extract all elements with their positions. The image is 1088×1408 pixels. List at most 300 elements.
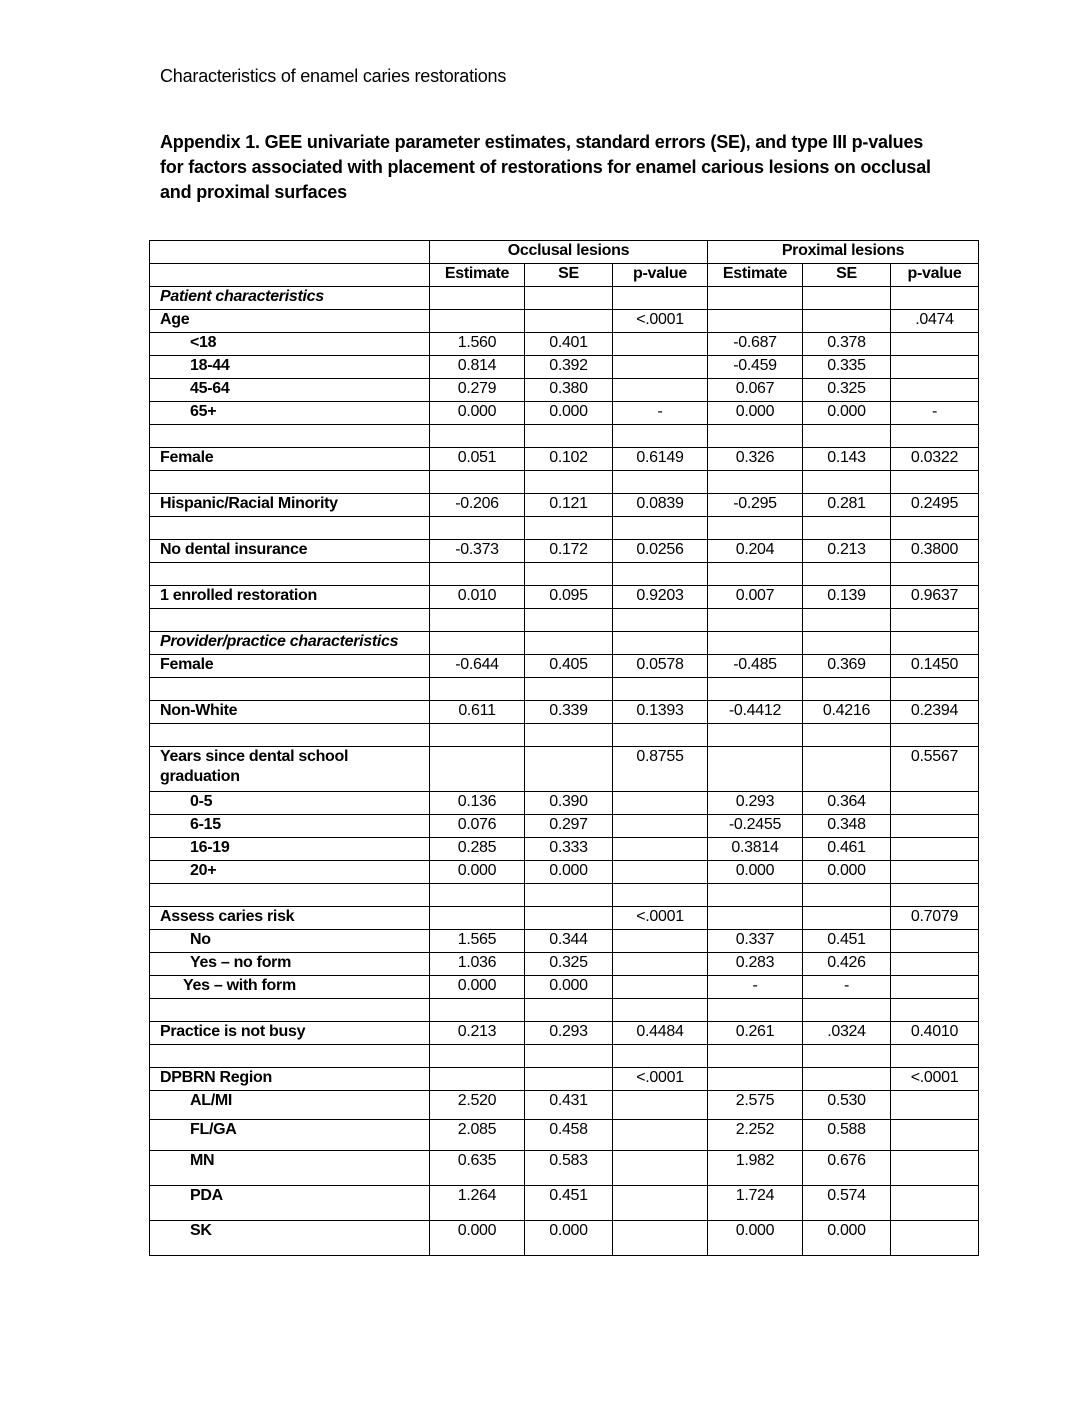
value-cell: 0.143 — [803, 448, 891, 471]
value-cell — [613, 999, 708, 1022]
value-cell: 0.172 — [525, 540, 613, 563]
value-cell — [525, 678, 613, 701]
value-cell: 0.611 — [430, 701, 525, 724]
value-cell: 0.000 — [708, 861, 803, 884]
value-cell: .0474 — [891, 310, 979, 333]
row-label: AL/MI — [150, 1091, 430, 1120]
value-cell — [708, 884, 803, 907]
value-cell: 0.076 — [430, 815, 525, 838]
value-cell: 0.335 — [803, 356, 891, 379]
value-cell: 0.0256 — [613, 540, 708, 563]
value-cell — [891, 724, 979, 747]
value-cell — [803, 425, 891, 448]
table-row — [150, 333, 979, 356]
value-cell: - — [891, 402, 979, 425]
value-cell: 0.4484 — [613, 1022, 708, 1045]
row-label — [150, 471, 430, 494]
value-cell — [613, 517, 708, 540]
value-cell — [891, 930, 979, 953]
value-cell: 0.530 — [803, 1091, 891, 1120]
value-cell: 0.4010 — [891, 1022, 979, 1045]
value-cell: 0.000 — [708, 402, 803, 425]
value-cell — [803, 724, 891, 747]
value-cell: 2.520 — [430, 1091, 525, 1120]
value-cell: 0.635 — [430, 1151, 525, 1186]
header-proximal-lesions: Proximal lesions — [708, 241, 979, 264]
value-cell — [803, 747, 891, 792]
value-cell: <.0001 — [613, 310, 708, 333]
value-cell — [430, 724, 525, 747]
value-cell: 0.588 — [803, 1120, 891, 1151]
value-cell — [525, 287, 613, 310]
value-cell — [525, 1045, 613, 1068]
value-cell: 0.139 — [803, 586, 891, 609]
value-cell: 0.326 — [708, 448, 803, 471]
value-cell: 0.344 — [525, 930, 613, 953]
value-cell: 2.575 — [708, 1091, 803, 1120]
value-cell — [613, 609, 708, 632]
value-cell — [430, 471, 525, 494]
value-cell — [613, 471, 708, 494]
value-cell: 1.036 — [430, 953, 525, 976]
value-cell — [613, 838, 708, 861]
value-cell — [613, 1186, 708, 1221]
value-cell: 0.000 — [430, 976, 525, 999]
value-cell — [891, 356, 979, 379]
table-row — [150, 1221, 979, 1256]
value-cell: -0.687 — [708, 333, 803, 356]
row-label: Non-White — [150, 701, 430, 724]
table-row — [150, 976, 979, 999]
value-cell — [891, 1091, 979, 1120]
value-cell — [708, 287, 803, 310]
value-cell — [708, 1045, 803, 1068]
value-cell — [708, 1068, 803, 1091]
row-label: <18 — [150, 333, 430, 356]
value-cell — [525, 609, 613, 632]
value-cell: 0.676 — [803, 1151, 891, 1186]
table-body — [150, 287, 979, 1256]
value-cell: 0.325 — [525, 953, 613, 976]
value-cell — [525, 632, 613, 655]
row-label — [150, 678, 430, 701]
table-row — [150, 632, 979, 655]
value-cell: 0.337 — [708, 930, 803, 953]
spacer-row — [150, 1045, 979, 1068]
group-header-row — [150, 241, 979, 264]
value-cell — [430, 425, 525, 448]
value-cell: -0.644 — [430, 655, 525, 678]
value-cell — [430, 632, 525, 655]
value-cell — [708, 609, 803, 632]
value-cell: 1.264 — [430, 1186, 525, 1221]
value-cell: 0.007 — [708, 586, 803, 609]
value-cell: 0.000 — [430, 861, 525, 884]
table-row — [150, 494, 979, 517]
value-cell — [525, 563, 613, 586]
value-cell — [803, 609, 891, 632]
spacer-row — [150, 517, 979, 540]
value-cell — [430, 999, 525, 1022]
value-cell: 0.095 — [525, 586, 613, 609]
value-cell: 0.0578 — [613, 655, 708, 678]
value-cell — [891, 425, 979, 448]
header-blank — [150, 241, 430, 264]
value-cell — [708, 517, 803, 540]
row-label: No — [150, 930, 430, 953]
value-cell — [708, 310, 803, 333]
value-cell: 1.565 — [430, 930, 525, 953]
value-cell: 0.279 — [430, 379, 525, 402]
value-cell — [891, 1186, 979, 1221]
value-cell — [803, 287, 891, 310]
value-cell — [891, 953, 979, 976]
value-cell: 0.000 — [803, 1221, 891, 1256]
row-label: Provider/practice characteristics — [150, 632, 430, 655]
value-cell — [613, 632, 708, 655]
value-cell: 0.3800 — [891, 540, 979, 563]
value-cell: 0.6149 — [613, 448, 708, 471]
value-cell: 0.067 — [708, 379, 803, 402]
value-cell — [803, 471, 891, 494]
value-cell — [430, 563, 525, 586]
value-cell: 0.325 — [803, 379, 891, 402]
table-row — [150, 655, 979, 678]
row-label — [150, 1045, 430, 1068]
value-cell: - — [708, 976, 803, 999]
value-cell: 0.000 — [525, 976, 613, 999]
table-row — [150, 287, 979, 310]
value-cell: 0.583 — [525, 1151, 613, 1186]
value-cell: -0.2455 — [708, 815, 803, 838]
value-cell — [613, 930, 708, 953]
value-cell — [613, 815, 708, 838]
value-cell: 0.000 — [803, 402, 891, 425]
value-cell — [891, 999, 979, 1022]
value-cell: 0.405 — [525, 655, 613, 678]
row-label: Yes – no form — [150, 953, 430, 976]
value-cell: 0.213 — [430, 1022, 525, 1045]
table-row — [150, 861, 979, 884]
value-cell — [613, 563, 708, 586]
value-cell: 0.4216 — [803, 701, 891, 724]
value-cell — [613, 1120, 708, 1151]
row-label: 6-15 — [150, 815, 430, 838]
value-cell — [803, 517, 891, 540]
row-label: 1 enrolled restoration — [150, 586, 430, 609]
value-cell — [430, 678, 525, 701]
value-cell — [803, 884, 891, 907]
value-cell: -0.4412 — [708, 701, 803, 724]
value-cell — [430, 287, 525, 310]
row-label — [150, 425, 430, 448]
value-cell — [891, 632, 979, 655]
value-cell — [891, 609, 979, 632]
table-row — [150, 448, 979, 471]
row-label — [150, 999, 430, 1022]
value-cell — [613, 425, 708, 448]
value-cell: 0.102 — [525, 448, 613, 471]
row-label: 20+ — [150, 861, 430, 884]
row-label: 18-44 — [150, 356, 430, 379]
value-cell: 0.3814 — [708, 838, 803, 861]
value-cell — [430, 517, 525, 540]
value-cell — [613, 953, 708, 976]
value-cell: 0.378 — [803, 333, 891, 356]
value-cell — [803, 632, 891, 655]
table-row — [150, 1151, 979, 1186]
value-cell — [891, 1221, 979, 1256]
value-cell: 0.461 — [803, 838, 891, 861]
table-row — [150, 356, 979, 379]
value-cell: 0.000 — [430, 1221, 525, 1256]
value-cell — [891, 471, 979, 494]
value-cell — [613, 333, 708, 356]
value-cell — [613, 1091, 708, 1120]
value-cell — [430, 747, 525, 792]
value-cell: 0.451 — [803, 930, 891, 953]
value-cell — [891, 379, 979, 402]
value-cell: 0.0322 — [891, 448, 979, 471]
value-cell — [891, 287, 979, 310]
row-label — [150, 724, 430, 747]
header-proximal-estimate: Estimate — [708, 264, 803, 287]
value-cell: 0.339 — [525, 701, 613, 724]
value-cell: -0.373 — [430, 540, 525, 563]
value-cell: -0.206 — [430, 494, 525, 517]
row-label: 0-5 — [150, 792, 430, 815]
value-cell — [708, 907, 803, 930]
row-label: Hispanic/Racial Minority — [150, 494, 430, 517]
row-label: Female — [150, 448, 430, 471]
value-cell: 0.8755 — [613, 747, 708, 792]
value-cell: 0.814 — [430, 356, 525, 379]
value-cell: 0.281 — [803, 494, 891, 517]
value-cell — [708, 747, 803, 792]
value-cell — [613, 976, 708, 999]
row-label: Years since dental school graduation — [150, 747, 430, 792]
value-cell: 0.293 — [525, 1022, 613, 1045]
table-row — [150, 1091, 979, 1120]
value-cell — [613, 884, 708, 907]
spacer-row — [150, 425, 979, 448]
value-cell — [891, 517, 979, 540]
value-cell: 0.293 — [708, 792, 803, 815]
row-label: Female — [150, 655, 430, 678]
table-row — [150, 747, 979, 792]
row-label: Yes – with form — [150, 976, 430, 999]
table-row — [150, 953, 979, 976]
value-cell: <.0001 — [613, 907, 708, 930]
spacer-row — [150, 884, 979, 907]
row-label — [150, 609, 430, 632]
header-proximal-p-value: p-value — [891, 264, 979, 287]
value-cell: 0.285 — [430, 838, 525, 861]
row-label: Patient characteristics — [150, 287, 430, 310]
value-cell: <.0001 — [613, 1068, 708, 1091]
value-cell: 0.9203 — [613, 586, 708, 609]
row-label — [150, 517, 430, 540]
value-cell — [891, 678, 979, 701]
value-cell: 2.252 — [708, 1120, 803, 1151]
value-cell — [708, 563, 803, 586]
value-cell: - — [803, 976, 891, 999]
value-cell — [803, 310, 891, 333]
row-label: 16-19 — [150, 838, 430, 861]
value-cell: 0.000 — [525, 1221, 613, 1256]
table-row — [150, 310, 979, 333]
value-cell — [891, 1151, 979, 1186]
value-cell — [803, 907, 891, 930]
value-cell — [891, 815, 979, 838]
spacer-row — [150, 471, 979, 494]
value-cell — [525, 1068, 613, 1091]
value-cell: 0.5567 — [891, 747, 979, 792]
header-proximal-se: SE — [803, 264, 891, 287]
value-cell — [525, 907, 613, 930]
value-cell — [891, 333, 979, 356]
value-cell: .0324 — [803, 1022, 891, 1045]
row-label: SK — [150, 1221, 430, 1256]
spacer-row — [150, 609, 979, 632]
table-row — [150, 1022, 979, 1045]
row-label: DPBRN Region — [150, 1068, 430, 1091]
row-label: 65+ — [150, 402, 430, 425]
value-cell: 0.380 — [525, 379, 613, 402]
table-row — [150, 379, 979, 402]
spacer-row — [150, 724, 979, 747]
value-cell: 0.283 — [708, 953, 803, 976]
results-table — [149, 240, 979, 1256]
row-label: 45-64 — [150, 379, 430, 402]
table-row — [150, 701, 979, 724]
value-cell — [708, 425, 803, 448]
value-cell: -0.459 — [708, 356, 803, 379]
value-cell — [891, 838, 979, 861]
value-cell — [891, 1120, 979, 1151]
value-cell — [891, 861, 979, 884]
header-occlusal-p-value: p-value — [613, 264, 708, 287]
value-cell: 0.9637 — [891, 586, 979, 609]
value-cell: 0.401 — [525, 333, 613, 356]
value-cell: 0.051 — [430, 448, 525, 471]
value-cell — [613, 1221, 708, 1256]
table-row — [150, 540, 979, 563]
table-row — [150, 1068, 979, 1091]
value-cell: 0.261 — [708, 1022, 803, 1045]
value-cell — [708, 632, 803, 655]
value-cell: 0.297 — [525, 815, 613, 838]
value-cell — [525, 999, 613, 1022]
value-cell — [891, 976, 979, 999]
value-cell: 0.1450 — [891, 655, 979, 678]
value-cell: 0.1393 — [613, 701, 708, 724]
value-cell — [708, 999, 803, 1022]
value-cell — [613, 379, 708, 402]
value-cell — [613, 1045, 708, 1068]
value-cell: 0.0839 — [613, 494, 708, 517]
value-cell — [430, 1045, 525, 1068]
spacer-row — [150, 563, 979, 586]
spacer-row — [150, 999, 979, 1022]
value-cell — [803, 1068, 891, 1091]
value-cell: 0.458 — [525, 1120, 613, 1151]
value-cell: 0.364 — [803, 792, 891, 815]
table-row — [150, 1186, 979, 1221]
value-cell: 0.390 — [525, 792, 613, 815]
value-cell — [708, 678, 803, 701]
value-cell: 1.560 — [430, 333, 525, 356]
value-cell: -0.295 — [708, 494, 803, 517]
value-cell — [525, 310, 613, 333]
value-cell — [430, 310, 525, 333]
value-cell: 0.451 — [525, 1186, 613, 1221]
value-cell — [891, 884, 979, 907]
value-cell: 0.369 — [803, 655, 891, 678]
header-occlusal-se: SE — [525, 264, 613, 287]
row-label: Practice is not busy — [150, 1022, 430, 1045]
row-label — [150, 563, 430, 586]
sub-header-row — [150, 264, 979, 287]
table-row — [150, 815, 979, 838]
value-cell: 0.000 — [525, 861, 613, 884]
value-cell: 0.204 — [708, 540, 803, 563]
running-head: Characteristics of enamel caries restorations — [160, 66, 507, 86]
header-occlusal-estimate: Estimate — [430, 264, 525, 287]
value-cell: 0.392 — [525, 356, 613, 379]
value-cell — [430, 884, 525, 907]
value-cell — [525, 724, 613, 747]
value-cell: 0.000 — [803, 861, 891, 884]
table-row — [150, 930, 979, 953]
value-cell: 0.000 — [430, 402, 525, 425]
value-cell: 0.213 — [803, 540, 891, 563]
header-occlusal-lesions: Occlusal lesions — [430, 241, 708, 264]
value-cell: <.0001 — [891, 1068, 979, 1091]
table-row — [150, 586, 979, 609]
value-cell: 0.136 — [430, 792, 525, 815]
value-cell — [891, 792, 979, 815]
value-cell — [525, 517, 613, 540]
value-cell — [430, 1068, 525, 1091]
row-label: Age — [150, 310, 430, 333]
header-blank — [150, 264, 430, 287]
value-cell: 0.426 — [803, 953, 891, 976]
row-label: MN — [150, 1151, 430, 1186]
table-row — [150, 838, 979, 861]
value-cell: 0.2495 — [891, 494, 979, 517]
value-cell: 0.010 — [430, 586, 525, 609]
value-cell: 1.724 — [708, 1186, 803, 1221]
value-cell — [525, 884, 613, 907]
value-cell: 0.431 — [525, 1091, 613, 1120]
table-row — [150, 1120, 979, 1151]
table-row — [150, 792, 979, 815]
value-cell — [613, 356, 708, 379]
table-row — [150, 402, 979, 425]
row-label: PDA — [150, 1186, 430, 1221]
table-row — [150, 907, 979, 930]
value-cell — [613, 861, 708, 884]
value-cell — [803, 678, 891, 701]
value-cell: -0.485 — [708, 655, 803, 678]
value-cell — [803, 1045, 891, 1068]
value-cell: - — [613, 402, 708, 425]
value-cell — [708, 471, 803, 494]
row-label: Assess caries risk — [150, 907, 430, 930]
value-cell — [803, 563, 891, 586]
row-label: FL/GA — [150, 1120, 430, 1151]
